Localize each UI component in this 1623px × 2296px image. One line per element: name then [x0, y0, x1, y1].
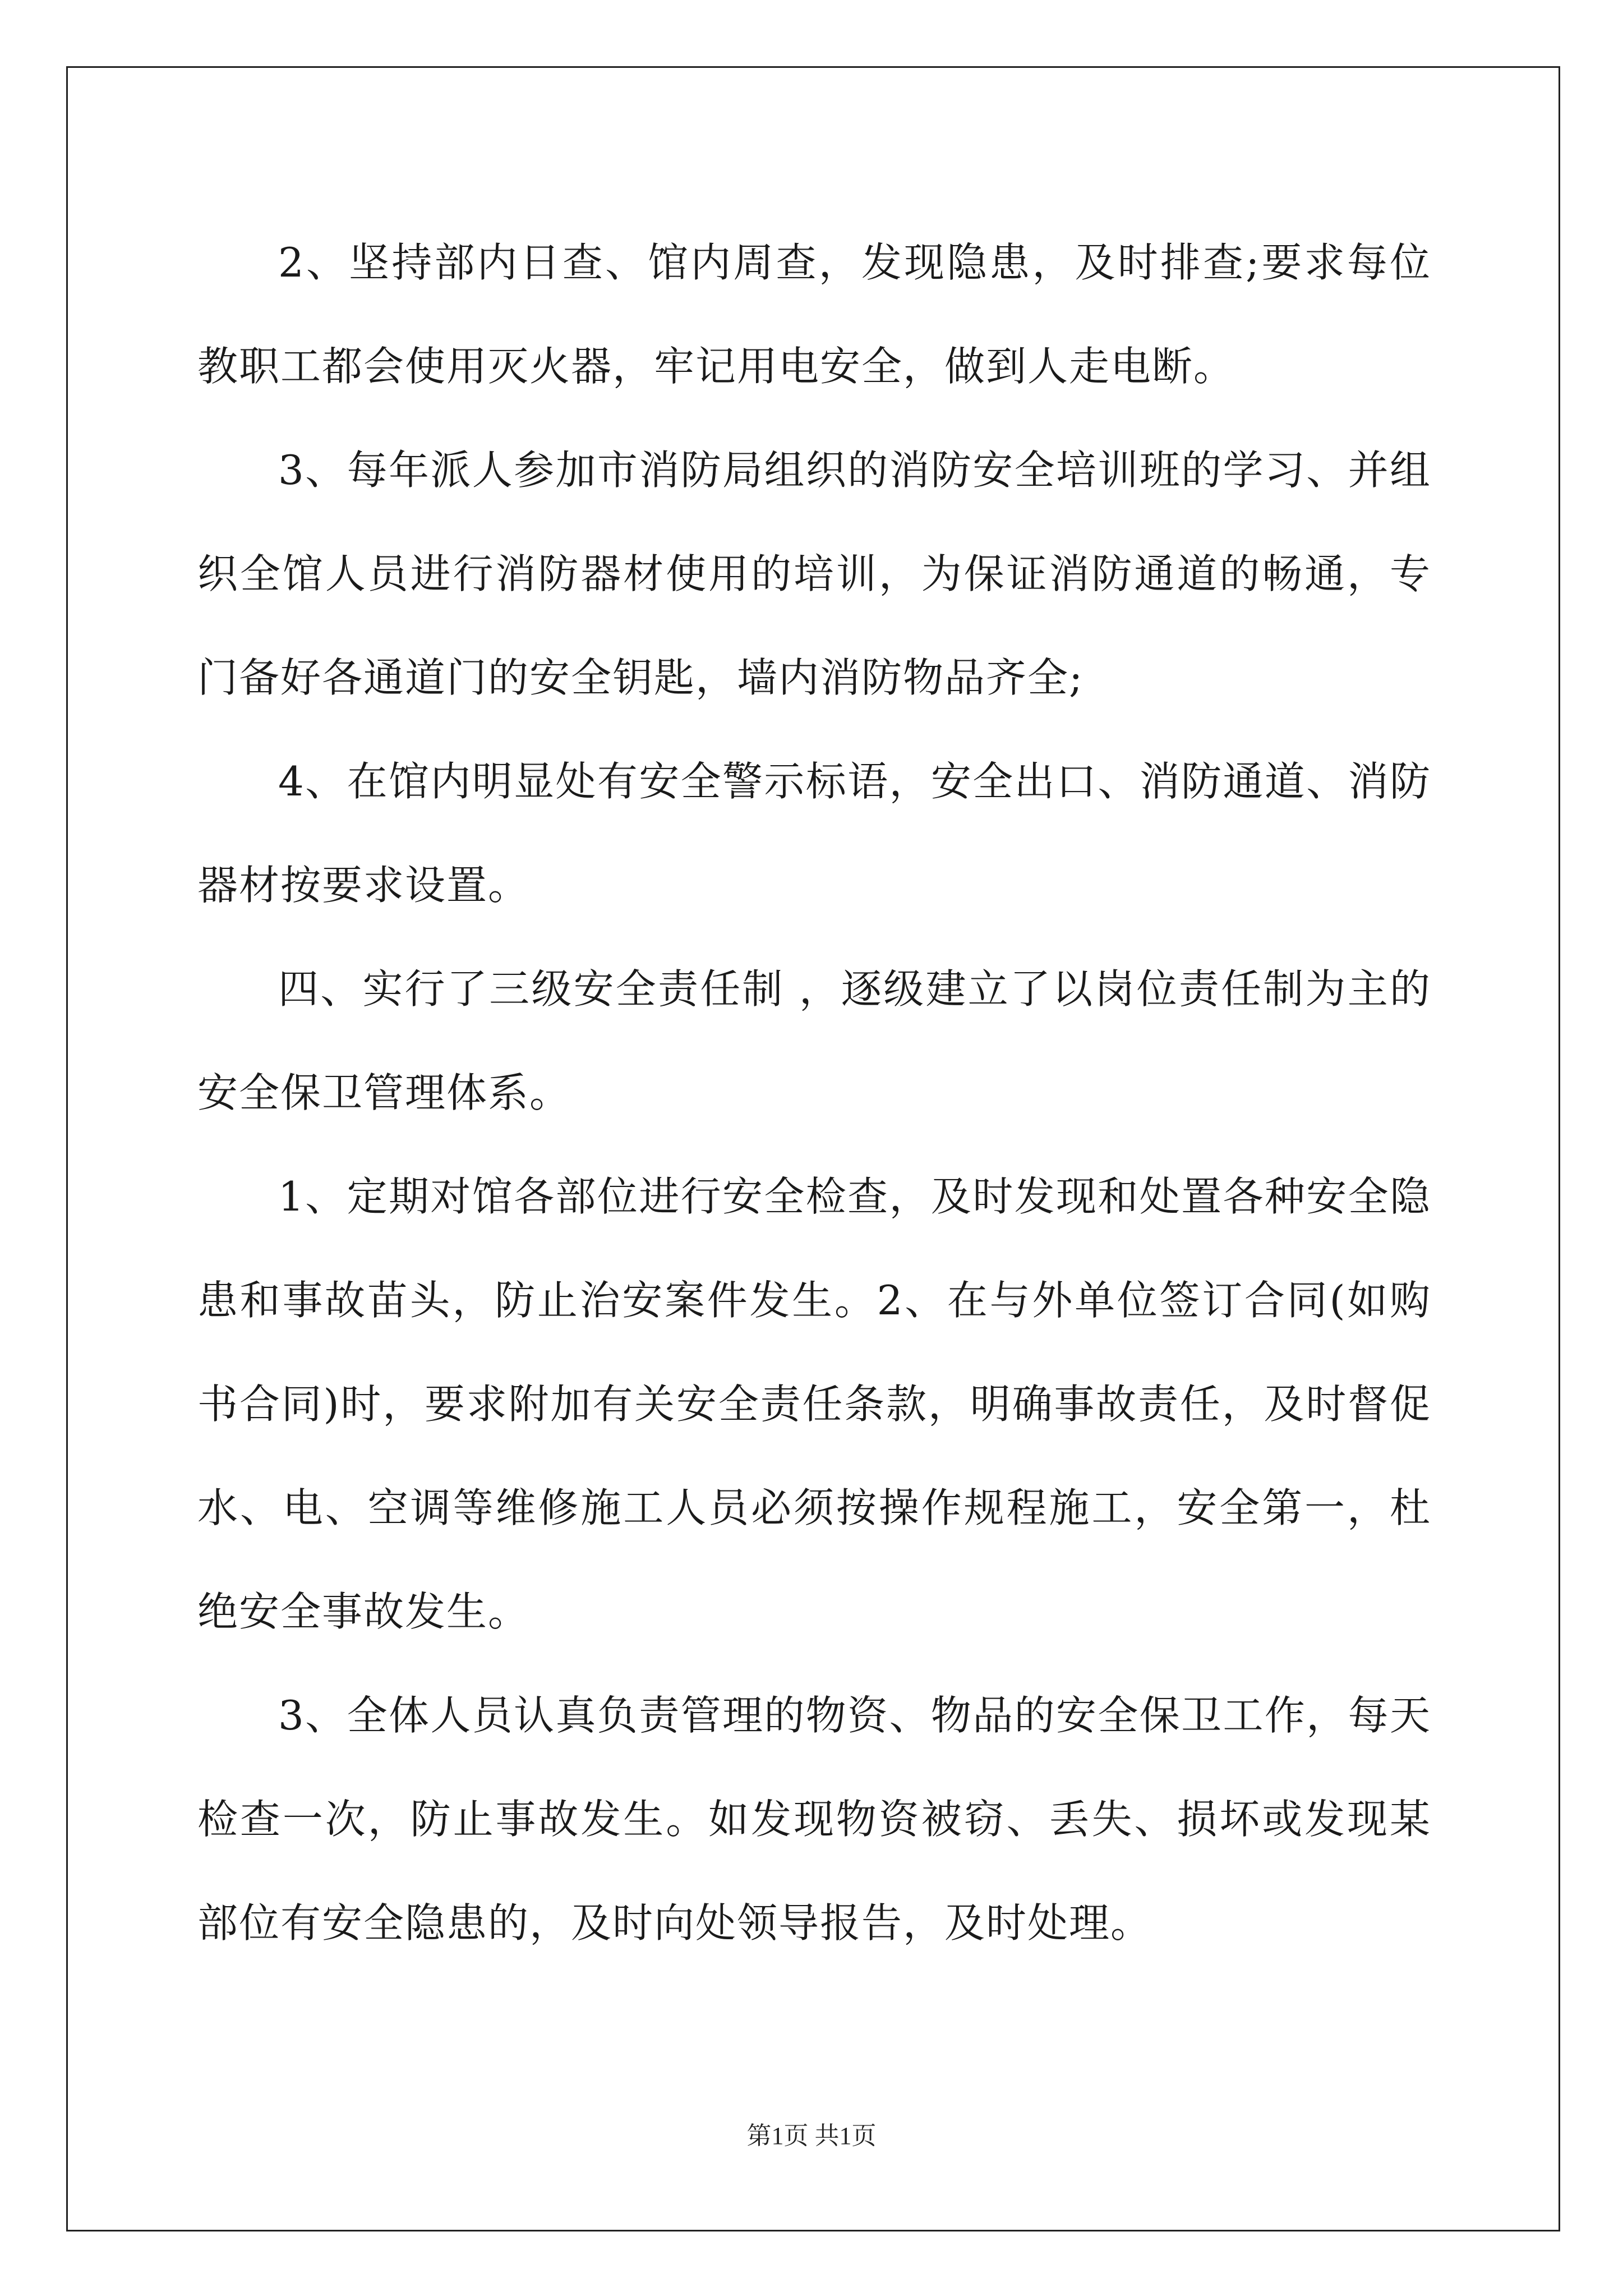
paragraph: 3、全体人员认真负责管理的物资、物品的安全保卫工作，每天检查一次，防止事故发生。如发现物资被窃、丢失、损坏或发现某部位有安全隐患的，及时向处领导报告，及时处理。 [197, 1692, 1431, 1947]
paragraph: 2、坚持部内日查、馆内周查，发现隐患，及时排查;要求每位教职工都会使用灭火器，牢记用电安全，做到人走电断。 [197, 239, 1431, 390]
page-footer: 第1页 共1页 [746, 2122, 877, 2150]
document-body [197, 211, 1431, 1975]
paragraph: 1、定期对馆各部位进行安全检查，及时发现和处置各种安全隐患和事故苗头，防止治安案件发生。2、在与外单位签订合同(如购书合同)时，要求附加有关安全责任条款，明确事故责任，及时督促水、电、空调等维修施工人员必须按操作规程施工，安全第一，杜绝安全事故发生。 [197, 1173, 1431, 1635]
paragraph: 4、在馆内明显处有安全警示标语，安全出口、消防通道、消防器材按要求设置。 [197, 758, 1431, 909]
paragraph: 四、实行了三级安全责任制 ，逐级建立了以岗位责任制为主的安全保卫管理体系。 [197, 965, 1431, 1116]
paragraph: 3、每年派人参加市消防局组织的消防安全培训班的学习、并组织全馆人员进行消防器材使用的培训，为保证消防通道的畅通，专门备好各通道门的安全钥匙，墙内消防物品齐全; [197, 447, 1431, 701]
